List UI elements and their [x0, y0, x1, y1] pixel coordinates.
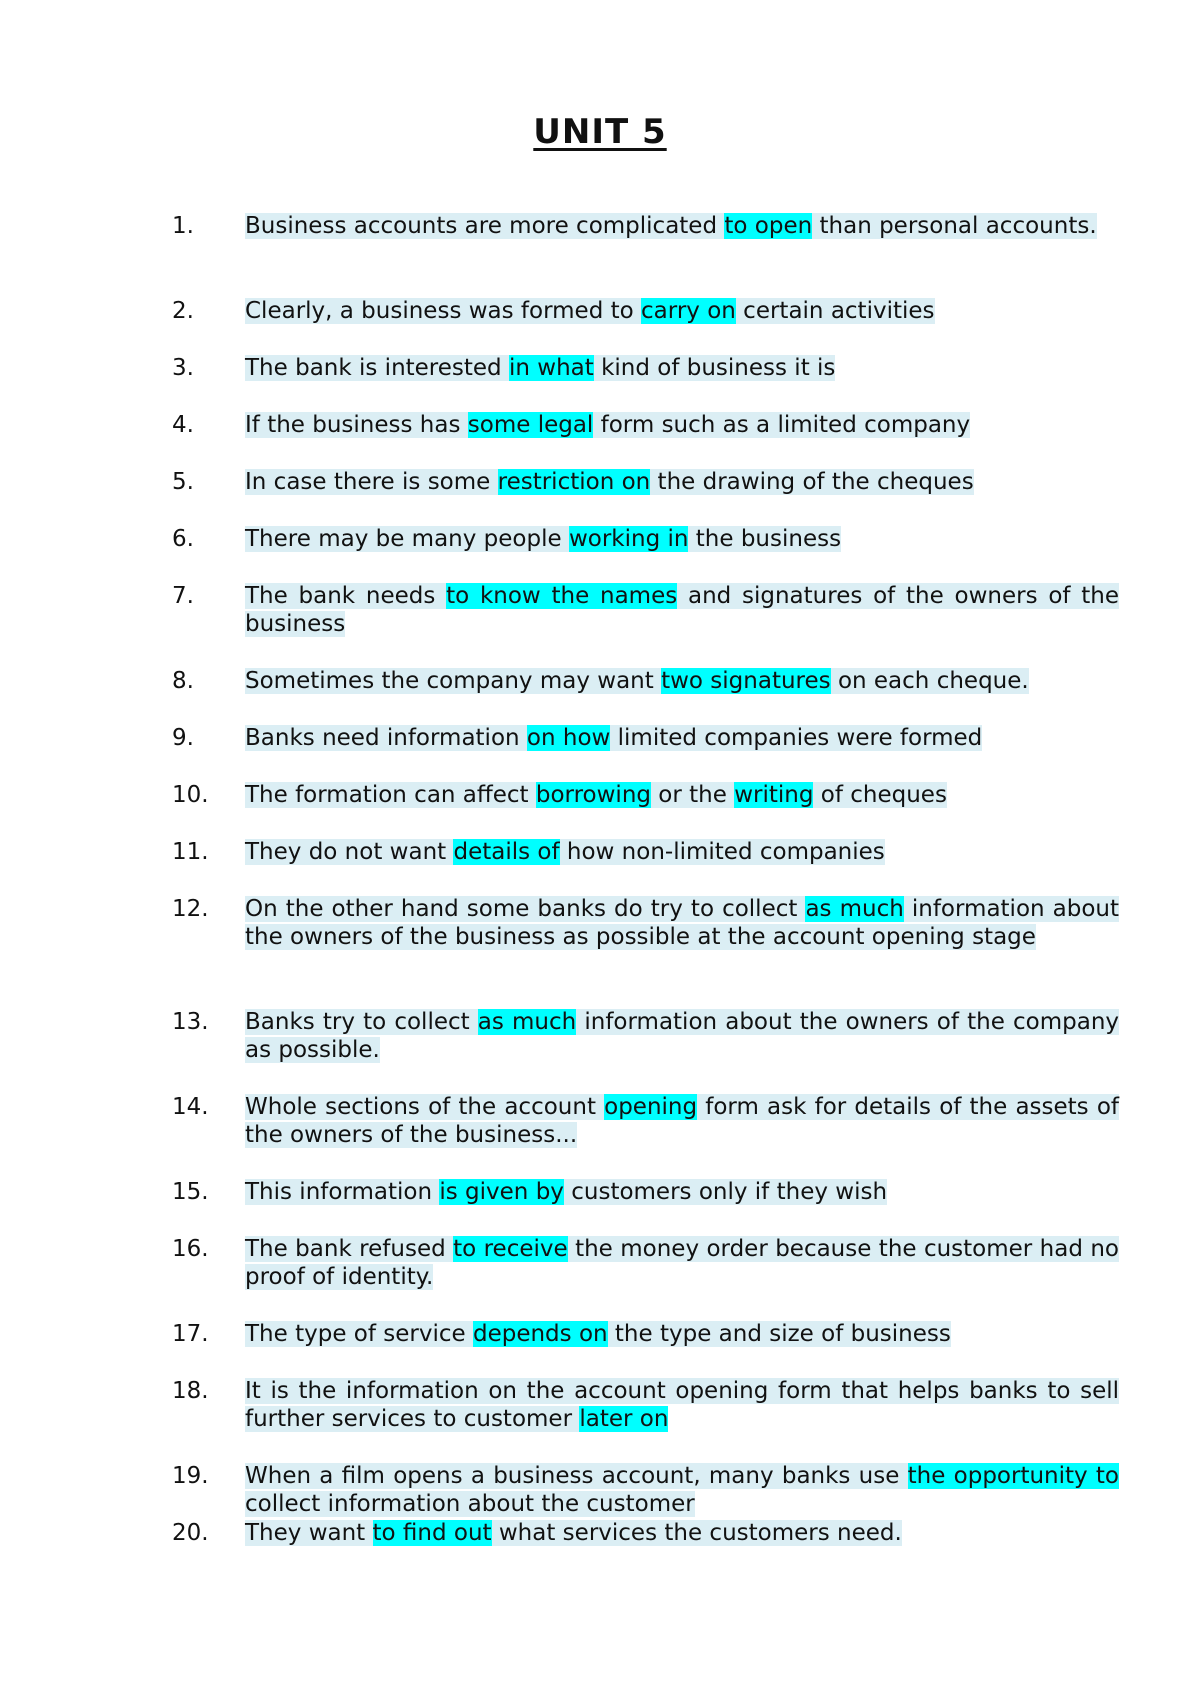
item-number: 8. — [172, 668, 194, 694]
item-text — [245, 468, 1119, 496]
item-text-after: and signatures of the owners of the business — [245, 583, 1119, 637]
item-text-after: what services the customers need. — [491, 1520, 902, 1546]
highlighted-phrase: in what — [508, 355, 594, 381]
highlighted-phrase: restriction on — [497, 469, 651, 495]
item-number: 6. — [172, 526, 194, 552]
item-text-before: There may be many people — [245, 526, 569, 552]
item-number: 3. — [172, 355, 194, 381]
item-text-after: form ask for details of the assets of the owners of the business... — [245, 1094, 1119, 1148]
item-number: 15. — [172, 1179, 209, 1205]
item-text — [245, 667, 1119, 695]
item-number: 16. — [172, 1236, 209, 1262]
highlighted-phrase-2: writing — [734, 782, 814, 808]
item-number: 14. — [172, 1094, 209, 1120]
item-text-after: certain activities — [735, 298, 935, 324]
item-text — [245, 1519, 1119, 1547]
item-text-after: the business — [688, 526, 842, 552]
item-text — [245, 1377, 1119, 1433]
highlighted-phrase: some legal — [467, 412, 594, 438]
item-text-after: on each cheque. — [830, 668, 1029, 694]
item-text-after: information about the owners of the business as possible at the account opening stage — [245, 896, 1120, 950]
item-text-before: Sometimes the company may want — [245, 668, 662, 694]
item-text-after: information about the owners of the company as possible. — [245, 1009, 1120, 1063]
item-text — [245, 838, 1119, 866]
highlighted-phrase: on how — [526, 725, 611, 751]
item-number: 7. — [172, 583, 194, 609]
item-text-before: The bank is interested — [245, 355, 509, 381]
item-text — [245, 354, 1119, 382]
item-text — [245, 411, 1119, 439]
item-text-before: Banks need information — [245, 725, 527, 751]
item-text — [245, 895, 1119, 951]
item-text-after: the money order because the customer had no proof of identity. — [245, 1236, 1120, 1290]
item-text-before: When a film opens a business account, many banks use — [245, 1463, 908, 1489]
item-text-before: It is the information on the account opening form that helps banks to sell further services to customer — [245, 1378, 1119, 1432]
item-number: 10. — [172, 782, 209, 808]
item-text-after: customers only if they wish — [563, 1179, 888, 1205]
item-text — [245, 724, 1119, 752]
item-text — [245, 1320, 1119, 1348]
highlighted-phrase: to receive — [453, 1236, 568, 1262]
highlighted-phrase: borrowing — [535, 782, 651, 808]
item-number: 20. — [172, 1520, 209, 1546]
item-text — [245, 1093, 1119, 1149]
item-text-before: They want — [245, 1520, 373, 1546]
item-text — [245, 1462, 1119, 1518]
item-text-before: The type of service — [245, 1321, 473, 1347]
highlighted-phrase: two signatures — [661, 668, 831, 694]
item-number: 5. — [172, 469, 194, 495]
item-text-after: the drawing of the cheques — [650, 469, 974, 495]
item-number: 1. — [172, 213, 194, 239]
item-text-after: than personal accounts. — [812, 213, 1097, 239]
item-text-middle: or the — [651, 782, 735, 808]
highlighted-phrase: opening — [604, 1094, 698, 1120]
item-text-after: of cheques — [813, 782, 947, 808]
item-text-after: form such as a limited company — [593, 412, 971, 438]
item-text — [245, 1235, 1119, 1291]
highlighted-phrase: is given by — [439, 1179, 564, 1205]
highlighted-phrase: working in — [568, 526, 689, 552]
item-number: 19. — [172, 1463, 209, 1489]
item-text-before: This information — [245, 1179, 440, 1205]
item-number: 13. — [172, 1009, 209, 1035]
item-number: 17. — [172, 1321, 209, 1347]
highlighted-phrase: carry on — [641, 298, 736, 324]
item-number: 4. — [172, 412, 194, 438]
highlighted-phrase: to find out — [372, 1520, 492, 1546]
item-text-before: Clearly, a business was formed to — [245, 298, 642, 324]
item-number: 2. — [172, 298, 194, 324]
page-title: UNIT 5 — [533, 112, 667, 152]
item-text — [245, 212, 1119, 240]
item-number: 11. — [172, 839, 209, 865]
item-text — [245, 582, 1119, 638]
item-text-before: Banks try to collect — [245, 1009, 478, 1035]
item-text-before: In case there is some — [245, 469, 498, 495]
item-text — [245, 1008, 1119, 1064]
item-number: 18. — [172, 1378, 209, 1404]
item-text — [245, 525, 1119, 553]
item-text-before: Whole sections of the account — [245, 1094, 605, 1120]
item-text-after: kind of business it is — [593, 355, 836, 381]
item-text-before: The bank needs — [245, 583, 447, 609]
item-text-before: They do not want — [245, 839, 454, 865]
item-text-after: collect information about the customer — [245, 1491, 695, 1517]
item-number: 9. — [172, 725, 194, 751]
highlighted-phrase: the opportunity to — [907, 1463, 1120, 1489]
item-text-before: On the other hand some banks do try to collect — [245, 896, 806, 922]
item-text — [245, 781, 1119, 809]
item-text-after: limited companies were formed — [610, 725, 983, 751]
highlighted-phrase: later on — [579, 1406, 669, 1432]
highlighted-phrase: as much — [477, 1009, 577, 1035]
highlighted-phrase: to know the names — [446, 583, 678, 609]
highlighted-phrase: to open — [724, 213, 813, 239]
highlighted-phrase: depends on — [472, 1321, 608, 1347]
highlighted-phrase: details of — [453, 839, 560, 865]
item-text-before: Business accounts are more complicated — [245, 213, 725, 239]
item-text-before: If the business has — [245, 412, 468, 438]
item-text-after: the type and size of business — [607, 1321, 951, 1347]
item-number: 12. — [172, 896, 209, 922]
item-text — [245, 297, 1119, 325]
item-text-before: The bank refused — [245, 1236, 454, 1262]
item-text-after: how non-limited companies — [559, 839, 885, 865]
highlighted-phrase: as much — [805, 896, 904, 922]
item-text-before: The formation can affect — [245, 782, 536, 808]
item-text — [245, 1178, 1119, 1206]
